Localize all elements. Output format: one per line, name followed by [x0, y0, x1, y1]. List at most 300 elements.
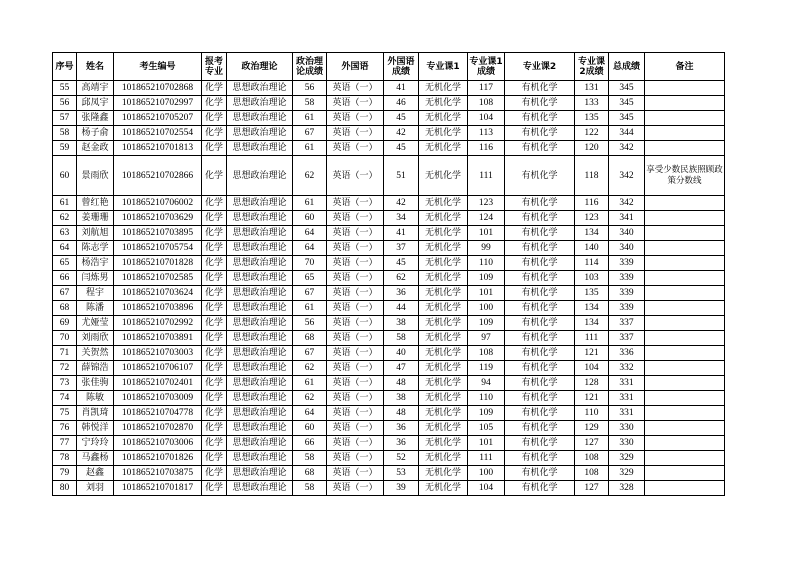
cell-foreign-language: 英语（一）: [327, 421, 384, 436]
cell-remarks: [645, 111, 725, 126]
cell-index: 74: [53, 391, 77, 406]
cell-course2: 有机化学: [505, 451, 575, 466]
cell-foreign-language: 英语（一）: [327, 96, 384, 111]
cell-total-score: 339: [609, 301, 645, 316]
cell-course2: 有机化学: [505, 466, 575, 481]
cell-course2-score: 121: [575, 391, 609, 406]
cell-exam-id: 101865210702401: [114, 376, 202, 391]
cell-index: 65: [53, 256, 77, 271]
cell-course2-score: 127: [575, 481, 609, 496]
cell-course2: 有机化学: [505, 141, 575, 156]
col-header-course1-score: 专业课1成绩: [468, 53, 505, 81]
cell-course1-score: 119: [468, 361, 505, 376]
cell-major: 化学: [202, 331, 227, 346]
cell-remarks: [645, 481, 725, 496]
cell-politics-score: 60: [293, 421, 327, 436]
table-row: [53, 331, 725, 346]
cell-foreign-language: 英语（一）: [327, 451, 384, 466]
cell-foreign-language-score: 38: [384, 316, 419, 331]
table-row: [53, 466, 725, 481]
cell-total-score: 331: [609, 391, 645, 406]
cell-politics: 思想政治理论: [227, 271, 293, 286]
cell-course1-score: 111: [468, 156, 505, 196]
cell-politics: 思想政治理论: [227, 256, 293, 271]
cell-course2-score: 111: [575, 331, 609, 346]
cell-politics-score: 62: [293, 361, 327, 376]
cell-foreign-language-score: 42: [384, 126, 419, 141]
cell-remarks: [645, 436, 725, 451]
cell-foreign-language: 英语（一）: [327, 436, 384, 451]
cell-index: 78: [53, 451, 77, 466]
cell-foreign-language-score: 44: [384, 301, 419, 316]
cell-exam-id: 101865210702585: [114, 271, 202, 286]
cell-foreign-language: 英语（一）: [327, 81, 384, 96]
cell-course2: 有机化学: [505, 196, 575, 211]
cell-course2-score: 134: [575, 301, 609, 316]
cell-foreign-language: 英语（一）: [327, 211, 384, 226]
col-header-total-score: 总成绩: [609, 53, 645, 81]
cell-politics: 思想政治理论: [227, 156, 293, 196]
cell-course1: 无机化学: [419, 141, 468, 156]
cell-major: 化学: [202, 436, 227, 451]
cell-politics-score: 61: [293, 111, 327, 126]
cell-name: 刘雨欣: [77, 331, 114, 346]
cell-total-score: 330: [609, 421, 645, 436]
cell-course2: 有机化学: [505, 481, 575, 496]
table-row: [53, 156, 725, 196]
cell-politics-score: 56: [293, 81, 327, 96]
cell-course2-score: 110: [575, 406, 609, 421]
table-row: [53, 346, 725, 361]
cell-total-score: 345: [609, 96, 645, 111]
cell-index: 70: [53, 331, 77, 346]
cell-remarks: [645, 391, 725, 406]
cell-total-score: 340: [609, 241, 645, 256]
cell-politics: 思想政治理论: [227, 301, 293, 316]
cell-exam-id: 101865210703629: [114, 211, 202, 226]
cell-course2-score: 129: [575, 421, 609, 436]
cell-course1-score: 108: [468, 346, 505, 361]
cell-politics-score: 56: [293, 316, 327, 331]
table-row: [53, 376, 725, 391]
cell-index: 58: [53, 126, 77, 141]
cell-remarks: [645, 361, 725, 376]
cell-foreign-language-score: 46: [384, 96, 419, 111]
cell-course1-score: 116: [468, 141, 505, 156]
cell-major: 化学: [202, 271, 227, 286]
cell-name: 赵鑫: [77, 466, 114, 481]
cell-politics-score: 65: [293, 271, 327, 286]
cell-politics: 思想政治理论: [227, 421, 293, 436]
cell-course1: 无机化学: [419, 156, 468, 196]
cell-exam-id: 101865210706002: [114, 196, 202, 211]
cell-course2: 有机化学: [505, 211, 575, 226]
cell-name: 杨子俞: [77, 126, 114, 141]
cell-remarks: [645, 286, 725, 301]
cell-course1: 无机化学: [419, 421, 468, 436]
cell-exam-id: 101865210703624: [114, 286, 202, 301]
cell-total-score: 342: [609, 196, 645, 211]
cell-course2: 有机化学: [505, 256, 575, 271]
cell-foreign-language: 英语（一）: [327, 241, 384, 256]
cell-major: 化学: [202, 481, 227, 496]
cell-foreign-language: 英语（一）: [327, 406, 384, 421]
cell-remarks: [645, 466, 725, 481]
cell-politics: 思想政治理论: [227, 111, 293, 126]
cell-politics-score: 62: [293, 156, 327, 196]
cell-exam-id: 101865210702866: [114, 156, 202, 196]
cell-politics-score: 61: [293, 376, 327, 391]
cell-exam-id: 101865210703891: [114, 331, 202, 346]
cell-name: 陈潘: [77, 301, 114, 316]
cell-major: 化学: [202, 316, 227, 331]
cell-major: 化学: [202, 226, 227, 241]
cell-total-score: 329: [609, 466, 645, 481]
cell-politics: 思想政治理论: [227, 196, 293, 211]
cell-politics: 思想政治理论: [227, 376, 293, 391]
cell-politics: 思想政治理论: [227, 451, 293, 466]
cell-course1-score: 108: [468, 96, 505, 111]
cell-course1-score: 117: [468, 81, 505, 96]
cell-total-score: 339: [609, 256, 645, 271]
cell-major: 化学: [202, 141, 227, 156]
cell-foreign-language: 英语（一）: [327, 196, 384, 211]
cell-major: 化学: [202, 81, 227, 96]
cell-exam-id: 101865210703875: [114, 466, 202, 481]
cell-remarks: [645, 421, 725, 436]
cell-total-score: 341: [609, 211, 645, 226]
cell-politics: 思想政治理论: [227, 331, 293, 346]
table-row: [53, 361, 725, 376]
cell-total-score: 342: [609, 156, 645, 196]
cell-remarks: [645, 346, 725, 361]
cell-course1: 无机化学: [419, 406, 468, 421]
cell-politics-score: 64: [293, 406, 327, 421]
cell-major: 化学: [202, 196, 227, 211]
cell-course1-score: 110: [468, 256, 505, 271]
cell-foreign-language: 英语（一）: [327, 481, 384, 496]
cell-major: 化学: [202, 376, 227, 391]
cell-politics-score: 61: [293, 141, 327, 156]
cell-name: 邱凤宇: [77, 96, 114, 111]
cell-foreign-language-score: 53: [384, 466, 419, 481]
cell-politics-score: 68: [293, 466, 327, 481]
cell-major: 化学: [202, 286, 227, 301]
cell-index: 71: [53, 346, 77, 361]
cell-index: 79: [53, 466, 77, 481]
cell-course1: 无机化学: [419, 196, 468, 211]
cell-course2: 有机化学: [505, 376, 575, 391]
cell-remarks: [645, 406, 725, 421]
cell-politics: 思想政治理论: [227, 126, 293, 141]
cell-course1-score: 109: [468, 316, 505, 331]
cell-politics: 思想政治理论: [227, 391, 293, 406]
cell-remarks: [645, 331, 725, 346]
cell-index: 72: [53, 361, 77, 376]
cell-course2-score: 123: [575, 211, 609, 226]
cell-major: 化学: [202, 211, 227, 226]
cell-course1: 无机化学: [419, 126, 468, 141]
cell-exam-id: 101865210702554: [114, 126, 202, 141]
cell-course1-score: 123: [468, 196, 505, 211]
cell-course1: 无机化学: [419, 271, 468, 286]
cell-major: 化学: [202, 301, 227, 316]
score-sheet: [52, 52, 725, 496]
cell-course1-score: 101: [468, 286, 505, 301]
cell-politics: 思想政治理论: [227, 436, 293, 451]
cell-course2: 有机化学: [505, 111, 575, 126]
cell-foreign-language: 英语（一）: [327, 111, 384, 126]
cell-major: 化学: [202, 256, 227, 271]
cell-foreign-language: 英语（一）: [327, 331, 384, 346]
cell-foreign-language-score: 34: [384, 211, 419, 226]
table-row: [53, 421, 725, 436]
table-row: [53, 126, 725, 141]
cell-foreign-language: 英语（一）: [327, 256, 384, 271]
cell-name: 肖凯琦: [77, 406, 114, 421]
cell-course1: 无机化学: [419, 481, 468, 496]
table-row: [53, 451, 725, 466]
cell-politics: 思想政治理论: [227, 211, 293, 226]
cell-foreign-language-score: 39: [384, 481, 419, 496]
cell-remarks: [645, 141, 725, 156]
cell-course2: 有机化学: [505, 346, 575, 361]
cell-course2: 有机化学: [505, 226, 575, 241]
cell-remarks: [645, 451, 725, 466]
cell-major: 化学: [202, 346, 227, 361]
cell-course2-score: 134: [575, 316, 609, 331]
cell-major: 化学: [202, 361, 227, 376]
cell-foreign-language: 英语（一）: [327, 346, 384, 361]
cell-course1-score: 101: [468, 226, 505, 241]
cell-foreign-language-score: 47: [384, 361, 419, 376]
cell-name: 陈志学: [77, 241, 114, 256]
cell-course2: 有机化学: [505, 271, 575, 286]
cell-course1-score: 111: [468, 451, 505, 466]
cell-total-score: 342: [609, 141, 645, 156]
cell-politics: 思想政治理论: [227, 226, 293, 241]
cell-name: 薛锦浩: [77, 361, 114, 376]
cell-foreign-language-score: 38: [384, 391, 419, 406]
cell-politics-score: 58: [293, 451, 327, 466]
cell-foreign-language-score: 36: [384, 286, 419, 301]
cell-index: 61: [53, 196, 77, 211]
cell-politics-score: 70: [293, 256, 327, 271]
cell-course1-score: 97: [468, 331, 505, 346]
table-row: [53, 196, 725, 211]
cell-total-score: 332: [609, 361, 645, 376]
cell-index: 64: [53, 241, 77, 256]
cell-course1: 无机化学: [419, 331, 468, 346]
cell-name: 杨浩宇: [77, 256, 114, 271]
cell-politics-score: 62: [293, 391, 327, 406]
cell-foreign-language-score: 36: [384, 421, 419, 436]
cell-name: 宁玲玲: [77, 436, 114, 451]
cell-course1: 无机化学: [419, 466, 468, 481]
cell-index: 80: [53, 481, 77, 496]
cell-course2-score: 108: [575, 451, 609, 466]
cell-index: 76: [53, 421, 77, 436]
cell-course2-score: 134: [575, 226, 609, 241]
cell-foreign-language: 英语（一）: [327, 126, 384, 141]
cell-politics-score: 61: [293, 196, 327, 211]
cell-politics: 思想政治理论: [227, 316, 293, 331]
cell-total-score: 339: [609, 286, 645, 301]
cell-total-score: 339: [609, 271, 645, 286]
cell-course1-score: 109: [468, 271, 505, 286]
cell-course2: 有机化学: [505, 126, 575, 141]
table-row: [53, 211, 725, 226]
col-header-foreign-language: 外国语: [327, 53, 384, 81]
col-header-exam-id: 考生编号: [114, 53, 202, 81]
cell-major: 化学: [202, 241, 227, 256]
score-table: [52, 52, 725, 496]
cell-exam-id: 101865210703009: [114, 391, 202, 406]
cell-foreign-language: 英语（一）: [327, 271, 384, 286]
cell-total-score: 336: [609, 346, 645, 361]
cell-course1: 无机化学: [419, 316, 468, 331]
cell-total-score: 340: [609, 226, 645, 241]
cell-exam-id: 101865210703895: [114, 226, 202, 241]
cell-course2-score: 128: [575, 376, 609, 391]
cell-politics-score: 67: [293, 286, 327, 301]
cell-major: 化学: [202, 406, 227, 421]
cell-total-score: 345: [609, 81, 645, 96]
cell-name: 刘航旭: [77, 226, 114, 241]
cell-major: 化学: [202, 96, 227, 111]
cell-name: 曾红艳: [77, 196, 114, 211]
cell-course1: 无机化学: [419, 361, 468, 376]
cell-foreign-language-score: 41: [384, 81, 419, 96]
cell-remarks: [645, 241, 725, 256]
cell-course1: 无机化学: [419, 286, 468, 301]
table-row: [53, 111, 725, 126]
col-header-index: 序号: [53, 53, 77, 81]
cell-course2-score: 122: [575, 126, 609, 141]
cell-exam-id: 101865210706107: [114, 361, 202, 376]
cell-course1: 无机化学: [419, 241, 468, 256]
cell-course2-score: 108: [575, 466, 609, 481]
cell-course2: 有机化学: [505, 436, 575, 451]
cell-exam-id: 101865210701828: [114, 256, 202, 271]
cell-course2-score: 104: [575, 361, 609, 376]
cell-exam-id: 101865210702997: [114, 96, 202, 111]
cell-course2: 有机化学: [505, 391, 575, 406]
cell-foreign-language-score: 58: [384, 331, 419, 346]
table-row: [53, 481, 725, 496]
cell-total-score: 329: [609, 451, 645, 466]
cell-course2-score: 133: [575, 96, 609, 111]
cell-name: 闫炼男: [77, 271, 114, 286]
cell-name: 高靖宇: [77, 81, 114, 96]
cell-index: 55: [53, 81, 77, 96]
cell-name: 程宇: [77, 286, 114, 301]
cell-foreign-language: 英语（一）: [327, 156, 384, 196]
cell-major: 化学: [202, 451, 227, 466]
cell-politics-score: 61: [293, 301, 327, 316]
cell-politics: 思想政治理论: [227, 141, 293, 156]
cell-remarks: [645, 196, 725, 211]
cell-course2: 有机化学: [505, 361, 575, 376]
cell-exam-id: 101865210705754: [114, 241, 202, 256]
cell-foreign-language: 英语（一）: [327, 466, 384, 481]
table-row: [53, 271, 725, 286]
cell-major: 化学: [202, 466, 227, 481]
col-header-course1: 专业课1: [419, 53, 468, 81]
cell-exam-id: 101865210703896: [114, 301, 202, 316]
cell-politics-score: 67: [293, 126, 327, 141]
cell-course1: 无机化学: [419, 81, 468, 96]
cell-course2-score: 120: [575, 141, 609, 156]
col-header-politics-score: 政治理论成绩: [293, 53, 327, 81]
cell-course1-score: 94: [468, 376, 505, 391]
cell-course1: 无机化学: [419, 256, 468, 271]
cell-course2-score: 131: [575, 81, 609, 96]
cell-course1: 无机化学: [419, 226, 468, 241]
cell-politics: 思想政治理论: [227, 481, 293, 496]
cell-name: 韩悦洋: [77, 421, 114, 436]
cell-course2-score: 135: [575, 111, 609, 126]
cell-politics-score: 66: [293, 436, 327, 451]
cell-index: 56: [53, 96, 77, 111]
cell-politics-score: 58: [293, 481, 327, 496]
cell-foreign-language-score: 51: [384, 156, 419, 196]
cell-politics-score: 64: [293, 241, 327, 256]
cell-course2-score: 121: [575, 346, 609, 361]
cell-exam-id: 101865210703006: [114, 436, 202, 451]
cell-name: 张隆鑫: [77, 111, 114, 126]
cell-total-score: 331: [609, 406, 645, 421]
table-row: [53, 96, 725, 111]
cell-remarks: 享受少数民族照顾政策分数线: [645, 156, 725, 196]
col-header-major: 报考专业: [202, 53, 227, 81]
cell-course2-score: 140: [575, 241, 609, 256]
cell-foreign-language: 英语（一）: [327, 316, 384, 331]
col-header-course2-score: 专业课2成绩: [575, 53, 609, 81]
cell-course2: 有机化学: [505, 286, 575, 301]
cell-exam-id: 101865210702870: [114, 421, 202, 436]
cell-course2: 有机化学: [505, 96, 575, 111]
cell-index: 73: [53, 376, 77, 391]
cell-course1-score: 100: [468, 466, 505, 481]
col-header-remarks: 备注: [645, 53, 725, 81]
cell-exam-id: 101865210702992: [114, 316, 202, 331]
cell-course1-score: 104: [468, 481, 505, 496]
cell-foreign-language-score: 52: [384, 451, 419, 466]
cell-total-score: 344: [609, 126, 645, 141]
cell-index: 67: [53, 286, 77, 301]
cell-total-score: 328: [609, 481, 645, 496]
col-header-course2: 专业课2: [505, 53, 575, 81]
cell-course2: 有机化学: [505, 81, 575, 96]
cell-course1-score: 101: [468, 436, 505, 451]
cell-remarks: [645, 301, 725, 316]
cell-remarks: [645, 271, 725, 286]
cell-course1: 无机化学: [419, 96, 468, 111]
cell-politics-score: 58: [293, 96, 327, 111]
cell-exam-id: 101865210704778: [114, 406, 202, 421]
cell-foreign-language-score: 41: [384, 226, 419, 241]
cell-course1-score: 100: [468, 301, 505, 316]
cell-remarks: [645, 81, 725, 96]
cell-course1-score: 105: [468, 421, 505, 436]
cell-course2: 有机化学: [505, 241, 575, 256]
cell-course1-score: 113: [468, 126, 505, 141]
cell-exam-id: 101865210705207: [114, 111, 202, 126]
cell-foreign-language: 英语（一）: [327, 361, 384, 376]
cell-course1-score: 124: [468, 211, 505, 226]
cell-exam-id: 101865210703003: [114, 346, 202, 361]
